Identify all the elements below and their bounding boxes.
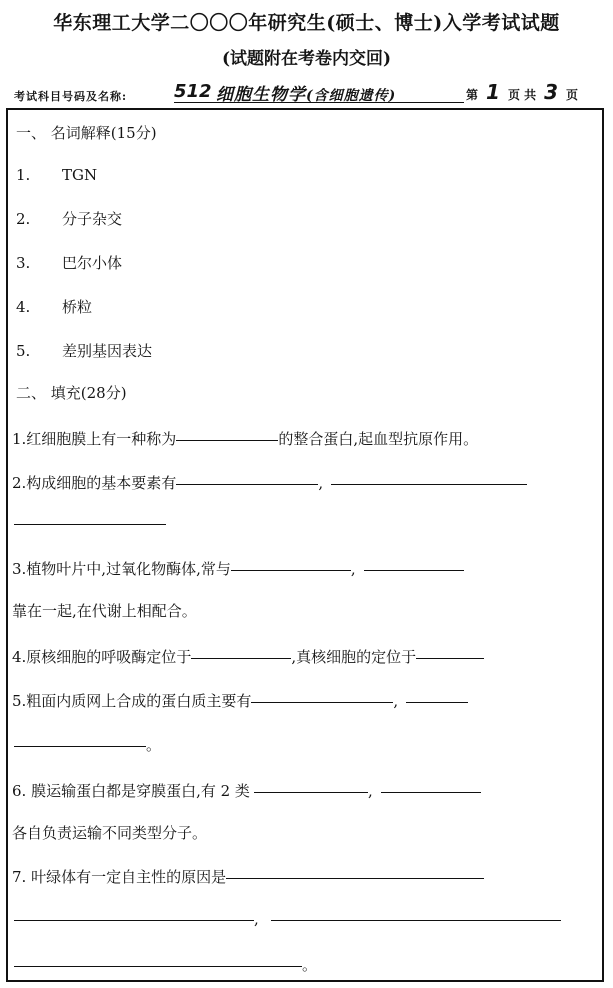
answer-blank: [191, 658, 291, 659]
page-total: 3: [544, 80, 559, 104]
page-suffix: 页: [566, 88, 579, 102]
term-number: 3.: [16, 254, 31, 272]
q6-sep: ,: [367, 782, 373, 800]
answer-blank: [226, 878, 484, 879]
term-text: 差别基因表达: [62, 342, 153, 360]
question-box: [6, 108, 604, 982]
answer-blank: [231, 570, 351, 571]
term-text: 巴尔小体: [62, 254, 123, 272]
section1-title: 一、 名词解释(15分): [16, 124, 157, 142]
answer-blank: [176, 484, 318, 485]
answer-blank: [14, 524, 166, 525]
answer-blank: [331, 484, 527, 485]
fill-question-4: [12, 646, 484, 667]
q1-stem: 1.红细胞膜上有一种称为: [12, 430, 177, 448]
fill-question-2: [12, 472, 527, 493]
fill-question-1: [12, 428, 478, 449]
q3-sep: ,: [350, 560, 356, 578]
term-number: 5.: [16, 342, 31, 360]
answer-blank: [364, 570, 464, 571]
q1-stem-end: 的整合蛋白,起血型抗原作用。: [278, 430, 479, 448]
q5-end: 。: [146, 736, 162, 754]
subject-name-main: 细胞生物学: [216, 85, 306, 105]
exam-subtitle: (试题附在考卷内交回): [221, 49, 392, 69]
subject-name-sub: (含细胞遗传): [306, 88, 397, 104]
fill-question-6-cont: 各自负责运输不同类型分子。: [12, 824, 208, 842]
q7-stem: 7. 叶绿体有一定自主性的原因是: [12, 868, 227, 886]
page-prefix: 第: [466, 88, 479, 102]
q6-stem: 6. 膜运输蛋白都是穿膜蛋白,有 2 类: [12, 782, 250, 800]
fill-question-5: [12, 690, 468, 711]
answer-blank: [254, 792, 368, 793]
answer-blank: [176, 440, 278, 441]
term-number: 1.: [16, 166, 31, 184]
term-item: [16, 296, 92, 317]
answer-blank: [271, 920, 561, 921]
answer-blank: [416, 658, 484, 659]
answer-blank: [14, 746, 146, 747]
answer-blank: [14, 920, 254, 921]
q3-stem: 3.植物叶片中,过氧化物酶体,常与: [12, 560, 231, 578]
term-item: [16, 252, 122, 273]
fill-question-6: [12, 780, 481, 801]
page-current: 1: [486, 80, 500, 104]
fill-question-7-cont: [14, 910, 561, 928]
q4-stem-mid: ,真核细胞的定位于: [291, 648, 417, 666]
term-number: 4.: [16, 298, 31, 316]
fill-question-7: [12, 866, 484, 887]
fill-question-7-end: [14, 954, 317, 975]
term-item: [16, 166, 97, 184]
fill-question-5-cont: [14, 734, 161, 755]
subject-underline: [174, 102, 464, 103]
subject-code: 512: [174, 81, 212, 102]
q7-sep: ,: [254, 910, 259, 928]
q5-stem: 5.粗面内质网上合成的蛋白质主要有: [12, 692, 252, 710]
page-indicator: [466, 80, 578, 104]
section2-title: 二、 填充(28分): [16, 384, 127, 402]
q2-sep: ,: [318, 474, 324, 492]
term-item: [16, 208, 122, 229]
subject-line: [14, 80, 604, 106]
q7-end: 。: [302, 956, 318, 974]
fill-question-2-cont: [14, 514, 166, 532]
fill-question-3-cont: 靠在一起,在代谢上相配合。: [12, 602, 197, 620]
subject-field: [174, 80, 466, 104]
page-mid: 页 共: [507, 88, 537, 102]
q4-stem: 4.原核细胞的呼吸酶定位于: [12, 648, 192, 666]
answer-blank: [381, 792, 481, 793]
exam-title: 华东理工大学二〇〇〇年研究生(硕士、博士)入学考试试题: [53, 12, 560, 34]
term-item: [16, 340, 152, 361]
term-text: 分子杂交: [62, 210, 123, 228]
subject-label: 考试科目号码及名称:: [14, 90, 128, 103]
fill-question-3: [12, 558, 464, 579]
answer-blank: [14, 966, 302, 967]
term-text: 桥粒: [62, 298, 93, 316]
term-text: TGN: [62, 166, 98, 184]
q5-sep: ,: [393, 692, 399, 710]
answer-blank: [251, 702, 393, 703]
term-number: 2.: [16, 210, 31, 228]
q2-stem: 2.构成细胞的基本要素有: [12, 474, 177, 492]
answer-blank: [406, 702, 468, 703]
